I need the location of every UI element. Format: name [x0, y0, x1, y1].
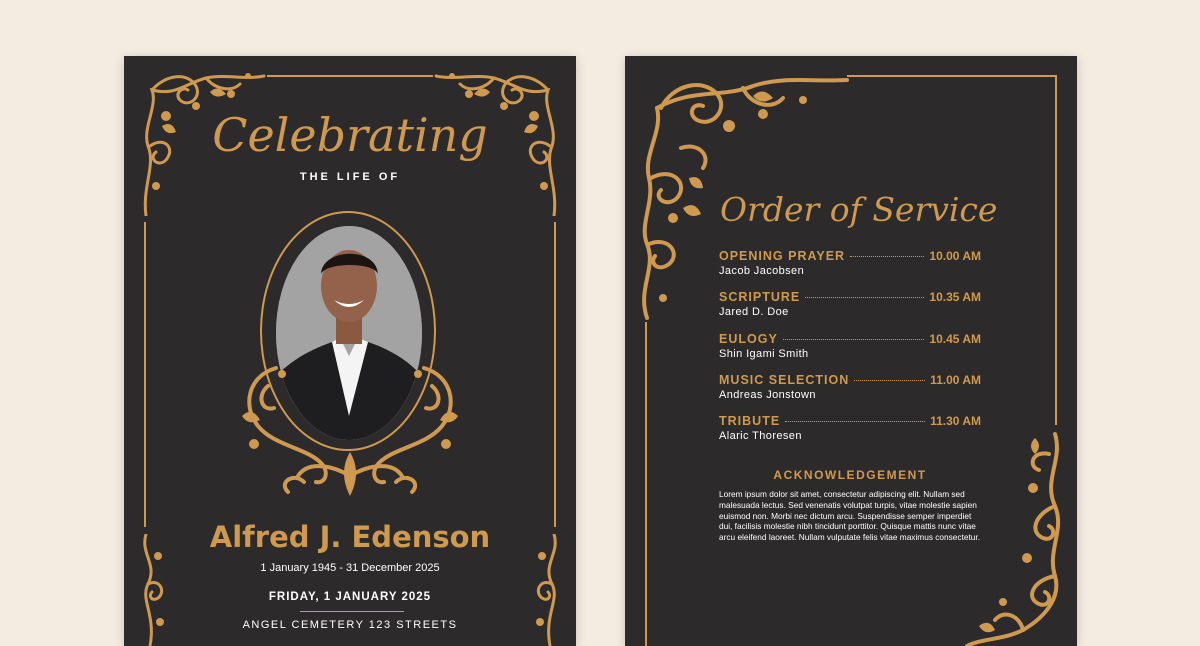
right-border-line: [554, 222, 556, 527]
service-item: [719, 249, 981, 277]
service-item-time: 10.45 AM: [929, 332, 981, 346]
acknowledgement-title: ACKNOWLEDGEMENT: [773, 468, 927, 482]
celebrating-title: Celebrating: [212, 108, 488, 162]
right-border-line: [1055, 75, 1057, 425]
service-item: [719, 414, 981, 442]
service-item-label: OPENING PRAYER: [719, 249, 846, 263]
left-border-line: [144, 222, 146, 527]
service-item-person: Jacob Jacobsen: [719, 265, 805, 277]
service-item-label: SCRIPTURE: [719, 290, 801, 304]
order-of-service-title: Order of Service: [720, 190, 998, 229]
life-dates: 1 January 1945 - 31 December 2025: [260, 562, 440, 574]
acknowledgement-text: Lorem ipsum dolor sit amet, consectetur adipiscing elit. Nullam sed malesuada lectus. Sed venenatis volutpat turpis, vitae molestie sapien euismod non. Morbi nec dictum arcu. Suspendisse semper imperdiet dui, facilisis molestie nibh tincidunt porttitor. Quisque mattis nunc vitae arcu eleifend laoreet. Nullam vulputate felis vitae maximus consectetur.: [719, 489, 981, 543]
service-item-time: 10.00 AM: [929, 249, 981, 263]
dotted-leader: [785, 421, 925, 422]
service-item-person: Shin Igami Smith: [719, 348, 809, 360]
portrait-flourish-ornament: [238, 356, 462, 498]
service-item-label: TRIBUTE: [719, 414, 781, 428]
back-page: [625, 56, 1077, 646]
service-item: [719, 373, 981, 401]
dotted-leader: [850, 256, 924, 257]
service-item: [719, 332, 981, 360]
front-page: [124, 56, 576, 646]
service-item-time: 10.35 AM: [929, 290, 981, 304]
top-border-line: [847, 75, 1057, 77]
dotted-leader: [805, 297, 924, 298]
dotted-leader: [783, 339, 925, 340]
top-border-line: [267, 75, 433, 77]
service-day: FRIDAY, 1 JANUARY 2025: [268, 591, 432, 603]
service-item-person: Alaric Thoresen: [719, 430, 802, 442]
divider-line: [300, 611, 404, 612]
service-item: [719, 290, 981, 318]
deceased-name: Alfred J. Edenson: [209, 520, 491, 554]
service-item-person: Jared D. Doe: [719, 306, 789, 318]
left-border-line: [645, 322, 647, 646]
service-item-label: MUSIC SELECTION: [719, 373, 850, 387]
service-item-person: Andreas Jonstown: [719, 389, 816, 401]
life-of-subtitle: THE LIFE OF: [299, 171, 401, 183]
service-item-label: EULOGY: [719, 332, 778, 346]
service-item-time: 11.00 AM: [930, 373, 981, 387]
venue-text: ANGEL CEMETERY 123 STREETS: [242, 619, 458, 631]
service-item-time: 11.30 AM: [930, 414, 981, 428]
dotted-leader: [854, 380, 925, 381]
